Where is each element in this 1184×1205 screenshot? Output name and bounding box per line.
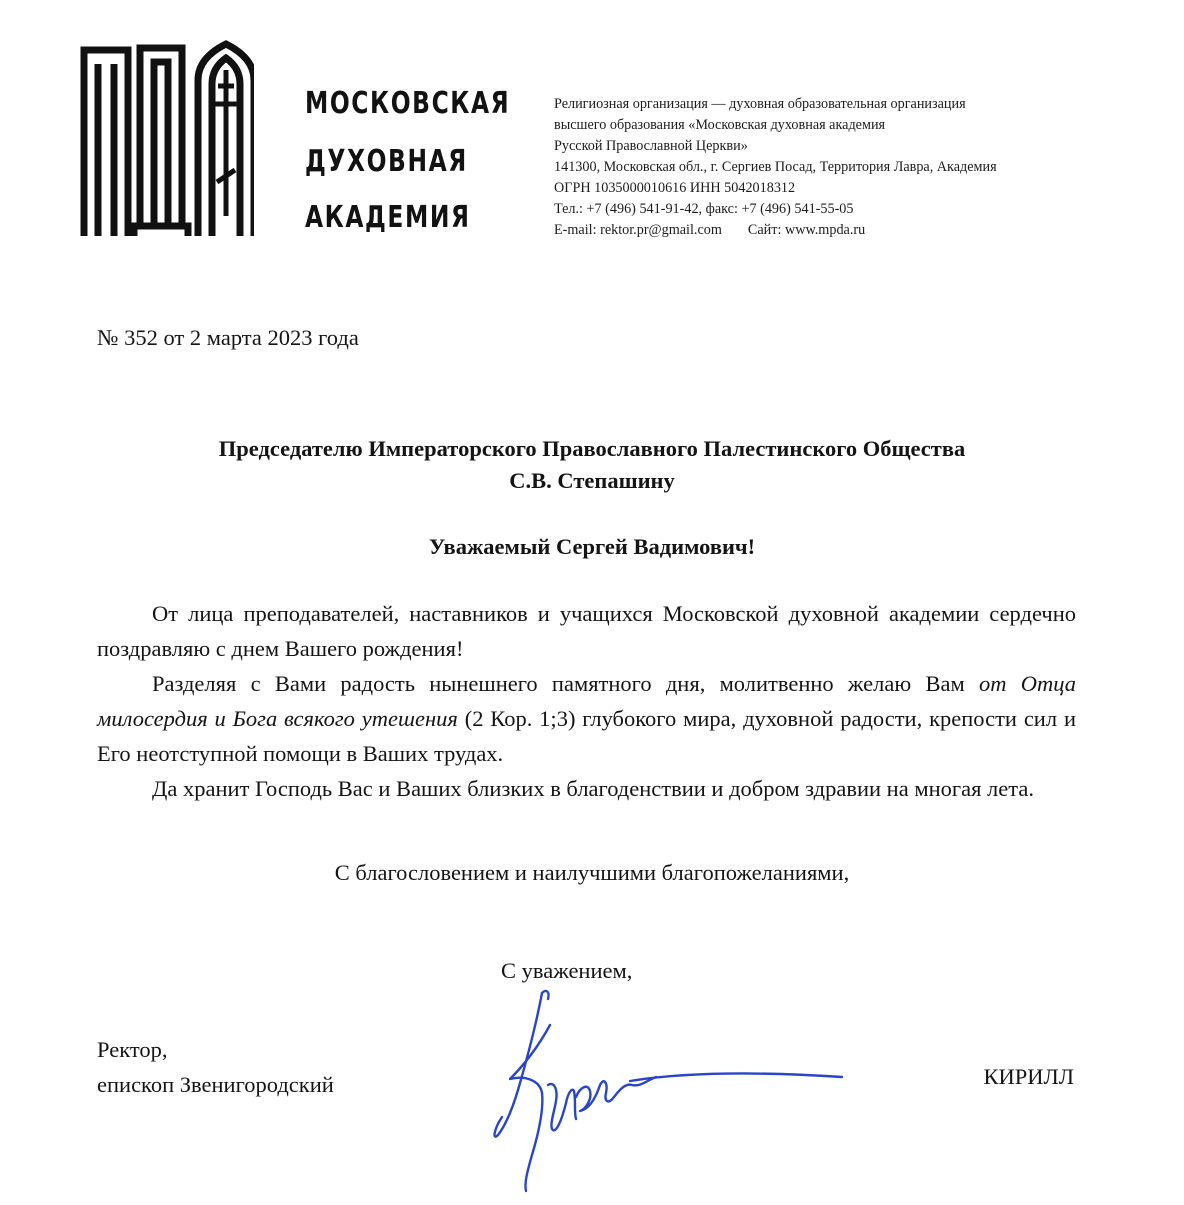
document-number: № 352 от 2 марта 2023 года — [97, 325, 359, 350]
signer-title-line-2: епископ Звенигородский — [97, 1072, 334, 1097]
org-address: 141300, Московская обл., г. Сергиев Посад, Территория Лавра, Академия — [554, 159, 997, 175]
signer-title — [97, 1032, 334, 1102]
org-email[interactable]: E-mail: rektor.pr@gmail.com — [554, 222, 722, 238]
org-line: высшего образования «Московская духовная академия — [554, 117, 886, 133]
brand-line-1: МОСКОВСКАЯ — [305, 86, 511, 121]
org-contact-block — [554, 94, 997, 241]
paragraph-2-end: (2 Кор. 1;3) глубокого мира, духовной радости, крепости сил и Его неотступной помощи в Ваших трудах. — [97, 706, 1076, 766]
org-phone: Тел.: +7 (496) 541-91-42, факс: +7 (496) 541-55-05 — [554, 201, 854, 217]
signer-title-line-1: Ректор, — [97, 1037, 168, 1062]
addressee-line-2: С.В. Степашину — [509, 468, 675, 493]
scripture-quote: от Отца милосердия и Бога всякого утешения — [97, 671, 1076, 731]
paragraph-1: От лица преподавателей, наставников и учащихся Московской духовной академии сердечно поздравляю с днем Вашего рождения! — [97, 601, 1076, 661]
greeting: Уважаемый Сергей Вадимович! — [428, 534, 756, 559]
academy-logo — [78, 40, 254, 240]
paragraph-2-start: Разделяя с Вами радость нынешнего памятного дня, молитвенно желаю Вам — [152, 671, 979, 696]
org-site[interactable]: Сайт: www.mpda.ru — [747, 222, 866, 238]
brand-line-2: ДУХОВНАЯ — [305, 144, 468, 179]
paragraph-2 — [97, 666, 1076, 771]
signer-name: КИРИЛЛ — [983, 1064, 1074, 1089]
org-registration: ОГРН 1035000010616 ИНН 5042018312 — [554, 180, 796, 196]
org-line: Религиозная организация — духовная образовательная организация — [554, 96, 966, 112]
paragraph-3: Да хранит Господь Вас и Ваших близких в благоденствии и добром здравии на многая лета. — [152, 776, 1034, 801]
handwritten-signature — [480, 985, 850, 1205]
letter-body — [97, 596, 1076, 806]
addressee-line-1: Председателю Императорского Православного Палестинского Общества — [218, 436, 966, 461]
org-web-line — [554, 220, 997, 241]
brand-line-3: АКАДЕМИЯ — [305, 200, 471, 235]
org-line: Русской Православной Церкви» — [554, 138, 748, 154]
regards-line: С уважением, — [501, 958, 633, 983]
closing-line: С благословением и наилучшими благопожеланиями, — [334, 860, 850, 885]
